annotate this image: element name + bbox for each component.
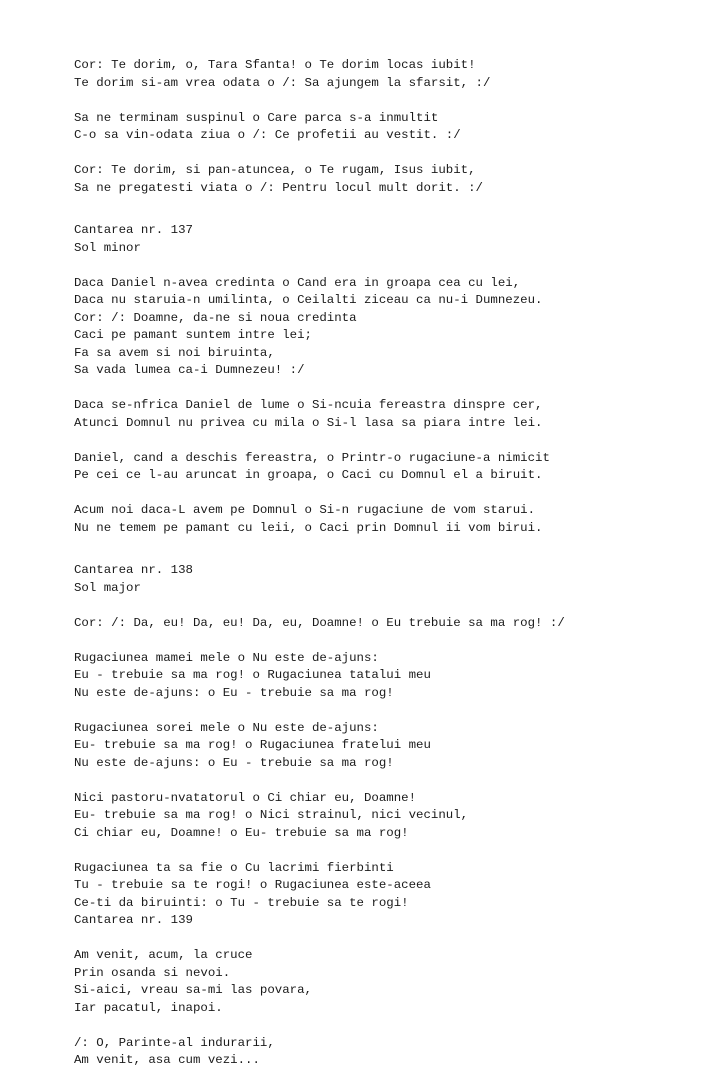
text-line: Eu - trebuie sa ma rog! o Rugaciunea tatalui meu <box>74 668 431 682</box>
text-line: Daca se-nfrica Daniel de lume o Si-ncuia fereastra dinspre cer, <box>74 398 543 412</box>
text-line: Caci pe pamant suntem intre lei; <box>74 328 312 342</box>
song-heading <box>74 222 718 257</box>
text-line: Daniel, cand a deschis fereastra, o Printr-o rugaciune-a nimicit <box>74 450 550 465</box>
text-line: Fa sa avem si noi biruinta, <box>74 345 275 360</box>
song-title: Cantarea nr. 139 <box>74 913 193 927</box>
text-line: Cor: /: Doamne, da-ne si noua credinta <box>74 310 357 325</box>
text-line: Nici pastoru-nvatatorul o Ci chiar eu, Doamne! <box>74 790 417 805</box>
text-line: Daca Daniel n-avea credinta o Cand era in groapa cea cu lei, <box>74 275 521 290</box>
chorus-block <box>74 615 718 633</box>
text-line: Te dorim si-am vrea odata o /: Sa ajungem la sfarsit, :/ <box>74 75 491 90</box>
text-line: Cor: Te dorim, o, Tara Sfanta! o Te dorim locas iubit! <box>74 58 476 72</box>
text-line: Sa ne terminam suspinul o Care parca s-a inmultit <box>74 110 439 125</box>
verse-block <box>74 650 718 703</box>
song-key: Sol minor <box>74 240 141 255</box>
verse-block <box>74 110 718 145</box>
verse-block <box>74 1035 718 1070</box>
text-line: Rugaciunea ta sa fie o Cu lacrimi fierbinti <box>74 860 394 875</box>
verse-block <box>74 790 718 843</box>
song-title: Cantarea nr. 137 <box>74 223 193 237</box>
text-line: Cor: /: Da, eu! Da, eu! Da, eu, Doamne! o Eu trebuie sa ma rog! :/ <box>74 615 565 630</box>
text-line: Tu - trebuie sa te rogi! o Rugaciunea este-aceea <box>74 878 431 892</box>
text-line: Sa vada lumea ca-i Dumnezeu! :/ <box>74 363 305 377</box>
text-line: Acum noi daca-L avem pe Domnul o Si-n rugaciune de vom starui. <box>74 503 536 517</box>
verse-block <box>74 502 718 537</box>
verse-block <box>74 860 718 930</box>
text-line: Prin osanda si nevoi. <box>74 965 231 980</box>
text-line: Am venit, asa cum vezi... <box>74 1053 260 1067</box>
verse-block <box>74 947 718 1017</box>
text-line: Ci chiar eu, Doamne! o Eu- trebuie sa ma rog! <box>74 825 409 840</box>
text-line: Si-aici, vreau sa-mi las povara, <box>74 983 312 997</box>
song-key: Sol major <box>74 580 141 595</box>
text-line: Eu- trebuie sa ma rog! o Nici strainul, nici vecinul, <box>74 808 469 822</box>
text-line: Nu ne temem pe pamant cu leii, o Caci prin Domnul ii vom birui. <box>74 520 543 535</box>
text-line: Iar pacatul, inapoi. <box>74 1000 223 1015</box>
text-line: Nu este de-ajuns: o Eu - trebuie sa ma rog! <box>74 685 394 700</box>
text-line: Sa ne pregatesti viata o /: Pentru locul mult dorit. :/ <box>74 180 483 195</box>
text-line: Cor: Te dorim, si pan-atuncea, o Te rugam, Isus iubit, <box>74 163 476 177</box>
chorus-block <box>74 57 718 92</box>
chorus-block <box>74 162 718 197</box>
text-line: C-o sa vin-odata ziua o /: Ce profetii au vestit. :/ <box>74 128 461 142</box>
text-line: Rugaciunea mamei mele o Nu este de-ajuns: <box>74 650 379 665</box>
text-line: Eu- trebuie sa ma rog! o Rugaciunea fratelui meu <box>74 738 431 752</box>
text-line: Ce-ti da biruinti: o Tu - trebuie sa te rogi! <box>74 895 409 910</box>
verse-block <box>74 450 718 485</box>
document-page <box>74 57 718 1070</box>
text-line: Rugaciunea sorei mele o Nu este de-ajuns: <box>74 720 379 735</box>
text-line: Am venit, acum, la cruce <box>74 948 253 962</box>
verse-block <box>74 397 718 432</box>
verse-block <box>74 275 718 380</box>
text-line: Daca nu staruia-n umilinta, o Ceilalti ziceau ca nu-i Dumnezeu. <box>74 293 543 307</box>
text-line: Nu este de-ajuns: o Eu - trebuie sa ma rog! <box>74 755 394 770</box>
verse-block <box>74 720 718 773</box>
text-line: Atunci Domnul nu privea cu mila o Si-l lasa sa piara intre lei. <box>74 415 543 430</box>
song-title: Cantarea nr. 138 <box>74 563 193 577</box>
text-line: Pe cei ce l-au aruncat in groapa, o Caci cu Domnul el a biruit. <box>74 468 543 482</box>
song-heading <box>74 562 718 597</box>
text-line: /: O, Parinte-al indurarii, <box>74 1035 275 1050</box>
